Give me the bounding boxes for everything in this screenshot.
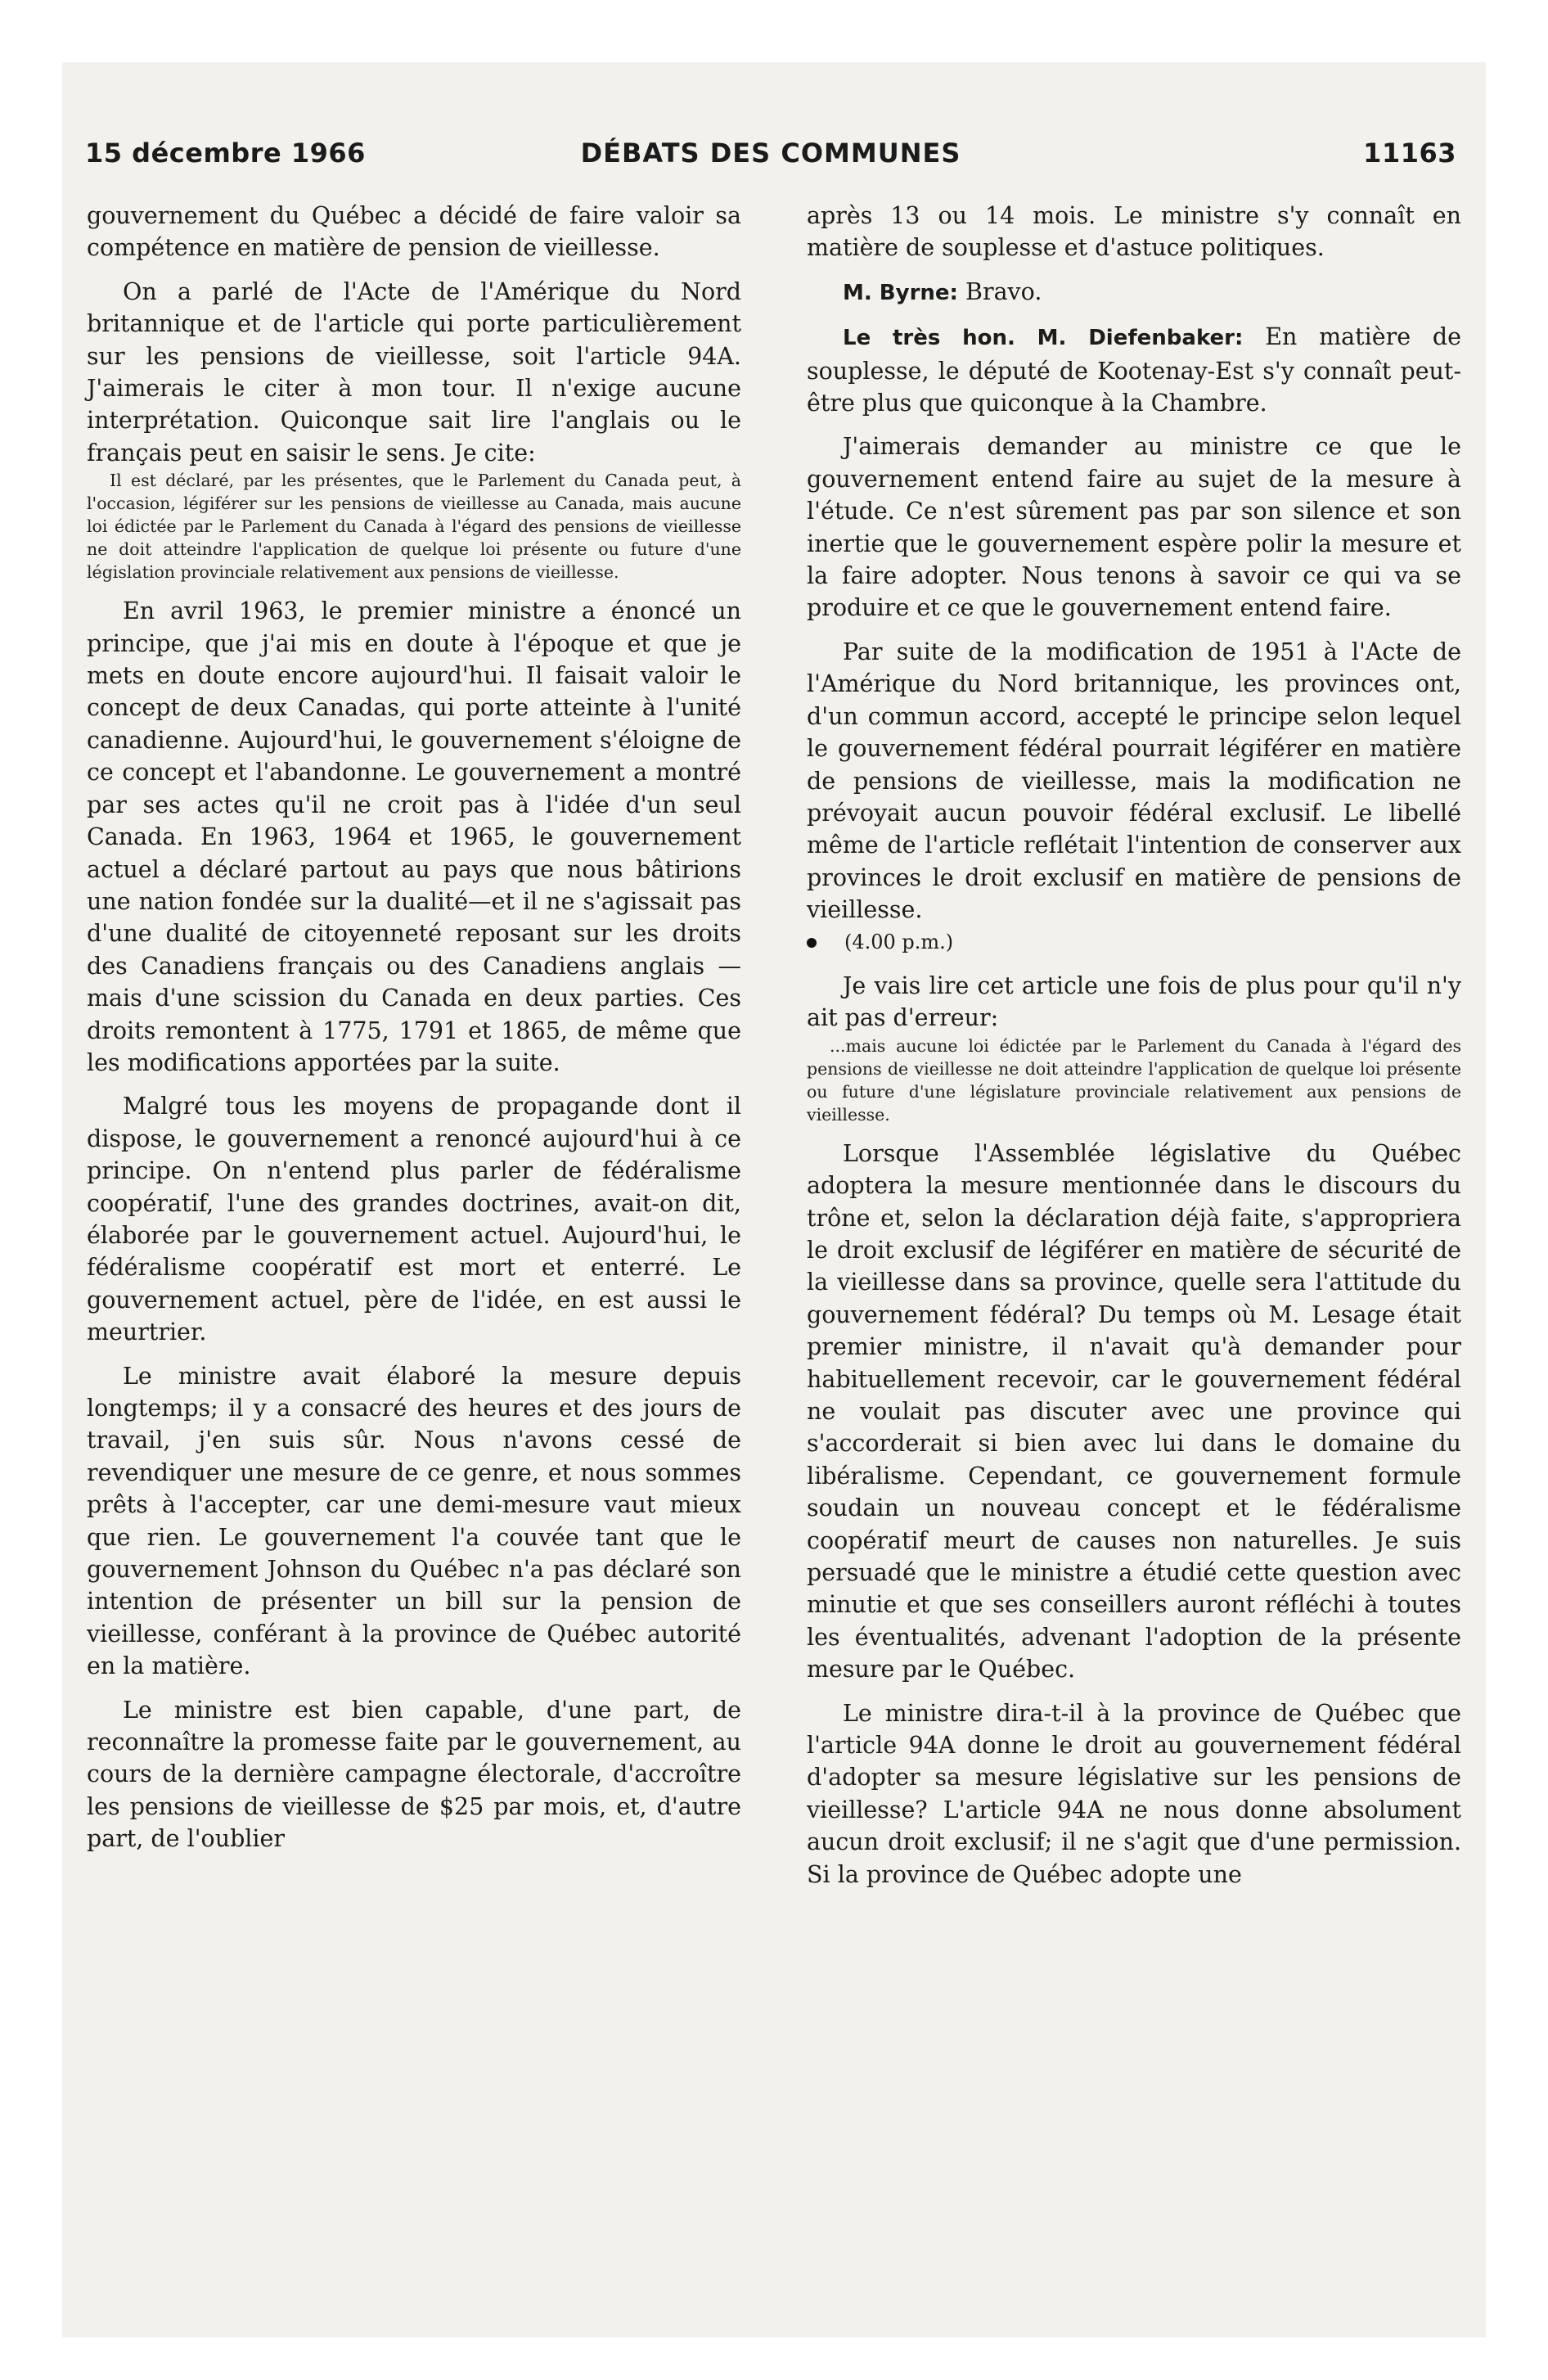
paragraph: Lorsque l'Assemblée législative du Québec adoptera la mesure mentionnée dans le discours du trône et, selon la déclaration déjà faite, s'appropriera le droit exclusif de légiférer en matière de sécurité de la vieillesse dans sa province, quelle sera l'attitude du gouvernement fédéral? Du temps où M. Lesage était premier ministre, il n'avait qu'à demander pour habituellement recevoir, car le gouvernement fédéral ne voulait pas discuter avec une province qui s'accorderait si bien avec lui dans le domaine du libéralisme. Cependant, ce gouvernement formule soudain un nouveau concept et le fédéralisme coopératif meurt de causes non naturelles. Je suis persuadé que le ministre a étudié cette question avec minutie et que ses conseillers auront réfléchi à toutes les éventualités, advenant l'adoption de la présente mesure par le Québec. — [807, 1139, 1461, 1684]
page-number: 11163 — [1363, 137, 1456, 169]
speech-byrne — [807, 276, 1461, 309]
paragraph: En avril 1963, le premier ministre a énoncé un principe, que j'ai mis en doute à l'époque et que je mets en doute encore aujourd'hui. Il faisait valoir le concept de deux Canadas, qui porte atteinte à l'unité canadienne. Aujourd'hui, le gouvernement s'éloigne de ce concept et l'abandonne. Le gouvernement a montré par ses actes qu'il ne croit pas à l'idée d'un seul Canada. En 1963, 1964 et 1965, le gouvernement actuel a déclaré partout au pays que nous bâtirions une nation fondée sur la dualité—et il ne s'agissait pas d'une dualité de citoyenneté reposant sur les droits des Canadiens français ou des Canadiens anglais —mais d'une scission du Canada en deux parties. Ces droits remontent à 1775, 1791 et 1865, de même que les modifications apportées par la suite. — [87, 597, 741, 1076]
paragraph: après 13 ou 14 mois. Le ministre s'y connaît en matière de souplesse et d'astuce politiques. — [807, 202, 1461, 262]
paragraph: gouvernement du Québec a décidé de faire valoir sa compétence en matière de pension de vieillesse. — [87, 202, 741, 262]
paragraph: Le ministre est bien capable, d'une part, de reconnaître la promesse faite par le gouvernement, au cours de la dernière campagne électorale, d'accroître les pensions de vieillesse de $25 par mois, et, d'autre part, de l'oublier — [87, 1696, 741, 1853]
left-column — [87, 200, 741, 1855]
right-column — [807, 200, 1461, 1891]
header-title: DÉBATS DES COMMUNES — [580, 137, 961, 169]
time-text: (4.00 p.m.) — [844, 930, 954, 953]
speech-text: Bravo. — [957, 277, 1042, 305]
paragraph: Par suite de la modification de 1951 à l'Acte de l'Amérique du Nord britannique, les provinces ont, d'un commun accord, accepté le principe selon lequel le gouvernement fédéral pourrait légiférer en matière de pensions de vieillesse, mais la modification ne prévoyait aucun pouvoir fédéral exclusif. Le libellé même de l'article reflétait l'intention de conserver aux provinces le droit exclusif en matière de pensions de vieillesse. — [807, 638, 1461, 924]
paragraph: J'aimerais demander au ministre ce que le gouvernement entend faire au sujet de la mesure à l'étude. Ce n'est sûrement pas par son silence et son inertie que le gouvernement espère polir la mesure et la faire adopter. Nous tenons à savoir ce qui va se produire et ce que le gouvernement entend faire. — [807, 433, 1461, 622]
speaker-name: M. Byrne: — [843, 280, 958, 305]
paragraph: On a parlé de l'Acte de l'Amérique du Nord britannique et de l'article qui porte particulièrement sur les pensions de vieillesse, soit l'article 94A. J'aimerais le citer à mon tour. Il n'exige aucune interprétation. Quiconque sait lire l'anglais ou le français peut en saisir le sens. Je cite: — [87, 277, 741, 467]
time-marker — [807, 926, 1461, 958]
paragraph: Malgré tous les moyens de propagande dont il dispose, le gouvernement a renoncé aujourd'hui à ce principe. On n'entend plus parler de fédéralisme coopératif, l'une des grandes doctrines, avait-on dit, élaborée par le gouvernement actuel. Aujourd'hui, le fédéralisme coopératif est mort et enterré. Le gouvernement actuel, père de l'idée, en est aussi le meurtrier. — [87, 1093, 741, 1346]
paragraph: Le ministre avait élaboré la mesure depuis longtemps; il y a consacré des heures et des jours de travail, j'en suis sûr. Nous n'avons cessé de revendiquer une mesure de ce genre, et nous sommes prêts à l'accepter, car une demi-mesure vaut mieux que rien. Le gouvernement l'a couvée tant que le gouvernement Johnson du Québec n'a pas déclaré son intention de présenter un bill sur la pension de vieillesse, conférant à la province de Québec autorité en la matière. — [87, 1362, 741, 1680]
bullet-icon — [807, 938, 817, 948]
block-quote: Il est déclaré, par les présentes, que le Parlement du Canada peut, à l'occasion, légiférer sur les pensions de vieillesse au Canada, mais aucune loi édictée par le Parlement du Canada à l'égard des pensions de vieillesse ne doit atteindre l'application de quelque loi présente ou future d'une législation provinciale relativement aux pensions de vieillesse. — [87, 471, 741, 583]
document-page — [62, 62, 1486, 2337]
header-date: 15 décembre 1966 — [85, 137, 366, 169]
block-quote: ...mais aucune loi édictée par le Parlement du Canada à l'égard des pensions de vieillesse ne doit atteindre l'application de quelque loi présente ou future d'une législature provinciale relativement aux pensions de vieillesse. — [807, 1035, 1461, 1125]
speech-diefenbaker — [807, 321, 1461, 419]
paragraph: Je vais lire cet article une fois de plus pour qu'il n'y ait pas d'erreur: — [807, 971, 1461, 1032]
paragraph: Le ministre dira-t-il à la province de Québec que l'article 94A donne le droit au gouvernement fédéral d'adopter sa mesure législative sur les pensions de vieillesse? L'article 94A ne nous donne absolument aucun droit exclusif; il ne s'agit que d'une permission. Si la province de Québec adopte une — [807, 1699, 1461, 1888]
speech-text: En matière de souplesse, le député de Kootenay-Est s'y connaît peut-être plus que quiconque à la Chambre. — [807, 323, 1461, 417]
speaker-name: Le très hon. M. Diefenbaker: — [843, 326, 1244, 351]
page-header — [85, 137, 1456, 187]
